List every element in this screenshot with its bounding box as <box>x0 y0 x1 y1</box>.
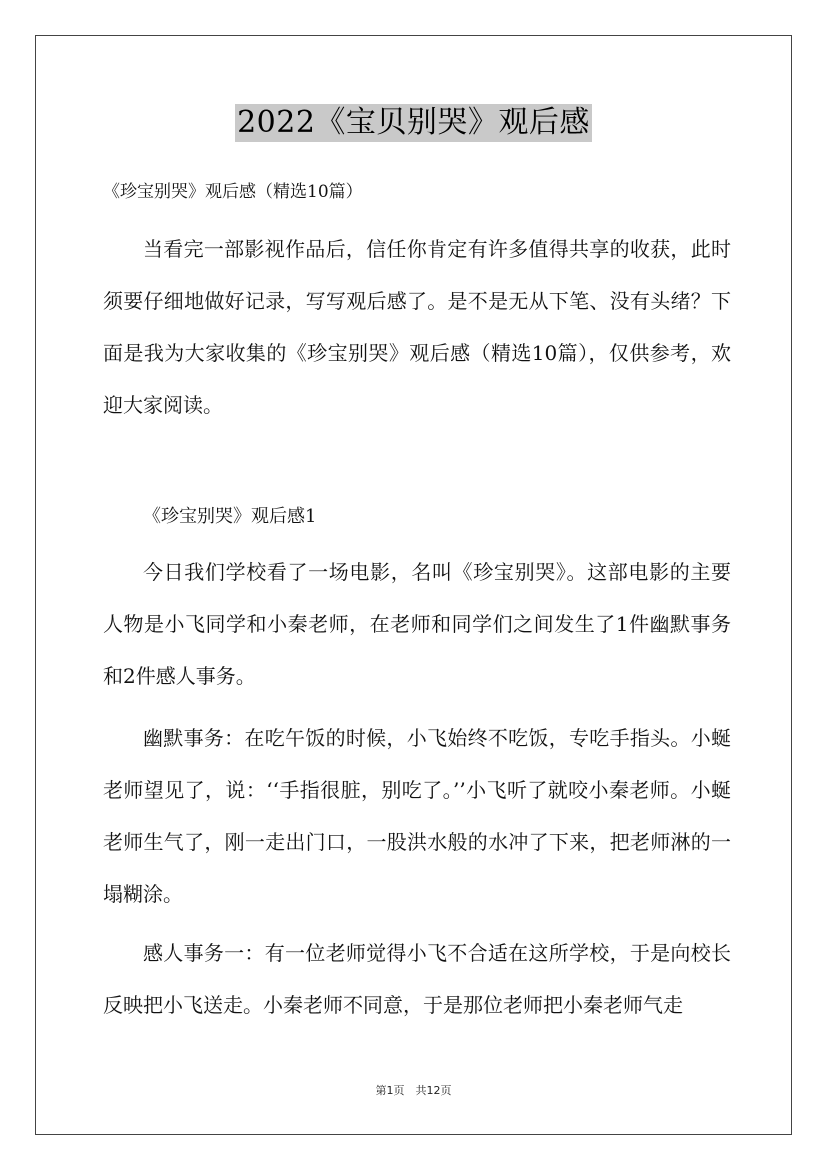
page-number-label: 第1页 共12页 <box>375 1084 452 1097</box>
body-paragraph-2: 幽默事务：在吃午饭的时候，小飞始终不吃饭，专吃手指头。小蜒老师望见了，说：‘‘手指很脏，别吃了。’’小飞听了就咬小秦老师。小蜒老师生气了，刚一走出门口，一股洪水般的水冲了下来，把老师淋的一塌糊涂。 <box>103 726 731 906</box>
document-subtitle: 《珍宝别哭》观后感（精选10篇） <box>103 182 363 202</box>
section-heading: 《珍宝别哭》观后感1 <box>143 506 317 527</box>
title-container <box>0 104 827 142</box>
body-paragraph-1: 今日我们学校看了一场电影，名叫《珍宝别哭》。这部电影的主要人物是小飞同学和小秦老师，在老师和同学们之间发生了1件幽默事务和2件感人事务。 <box>103 560 731 688</box>
body-paragraph-3: 感人事务一：有一位老师觉得小飞不合适在这所学校，于是向校长反映把小飞送走。小秦老师不同意，于是那位老师把小秦老师气走 <box>103 941 731 1017</box>
intro-paragraph: 当看完一部影视作品后，信任你肯定有许多值得共享的收获，此时须要仔细地做好记录，写写观后感了。是不是无从下笔、没有头绪？下面是我为大家收集的《珍宝别哭》观后感（精选10篇），仅供参考，欢迎大家阅读。 <box>103 237 731 417</box>
document-title: 2022《宝贝别哭》观后感 <box>237 105 590 140</box>
page-footer <box>0 1083 827 1099</box>
